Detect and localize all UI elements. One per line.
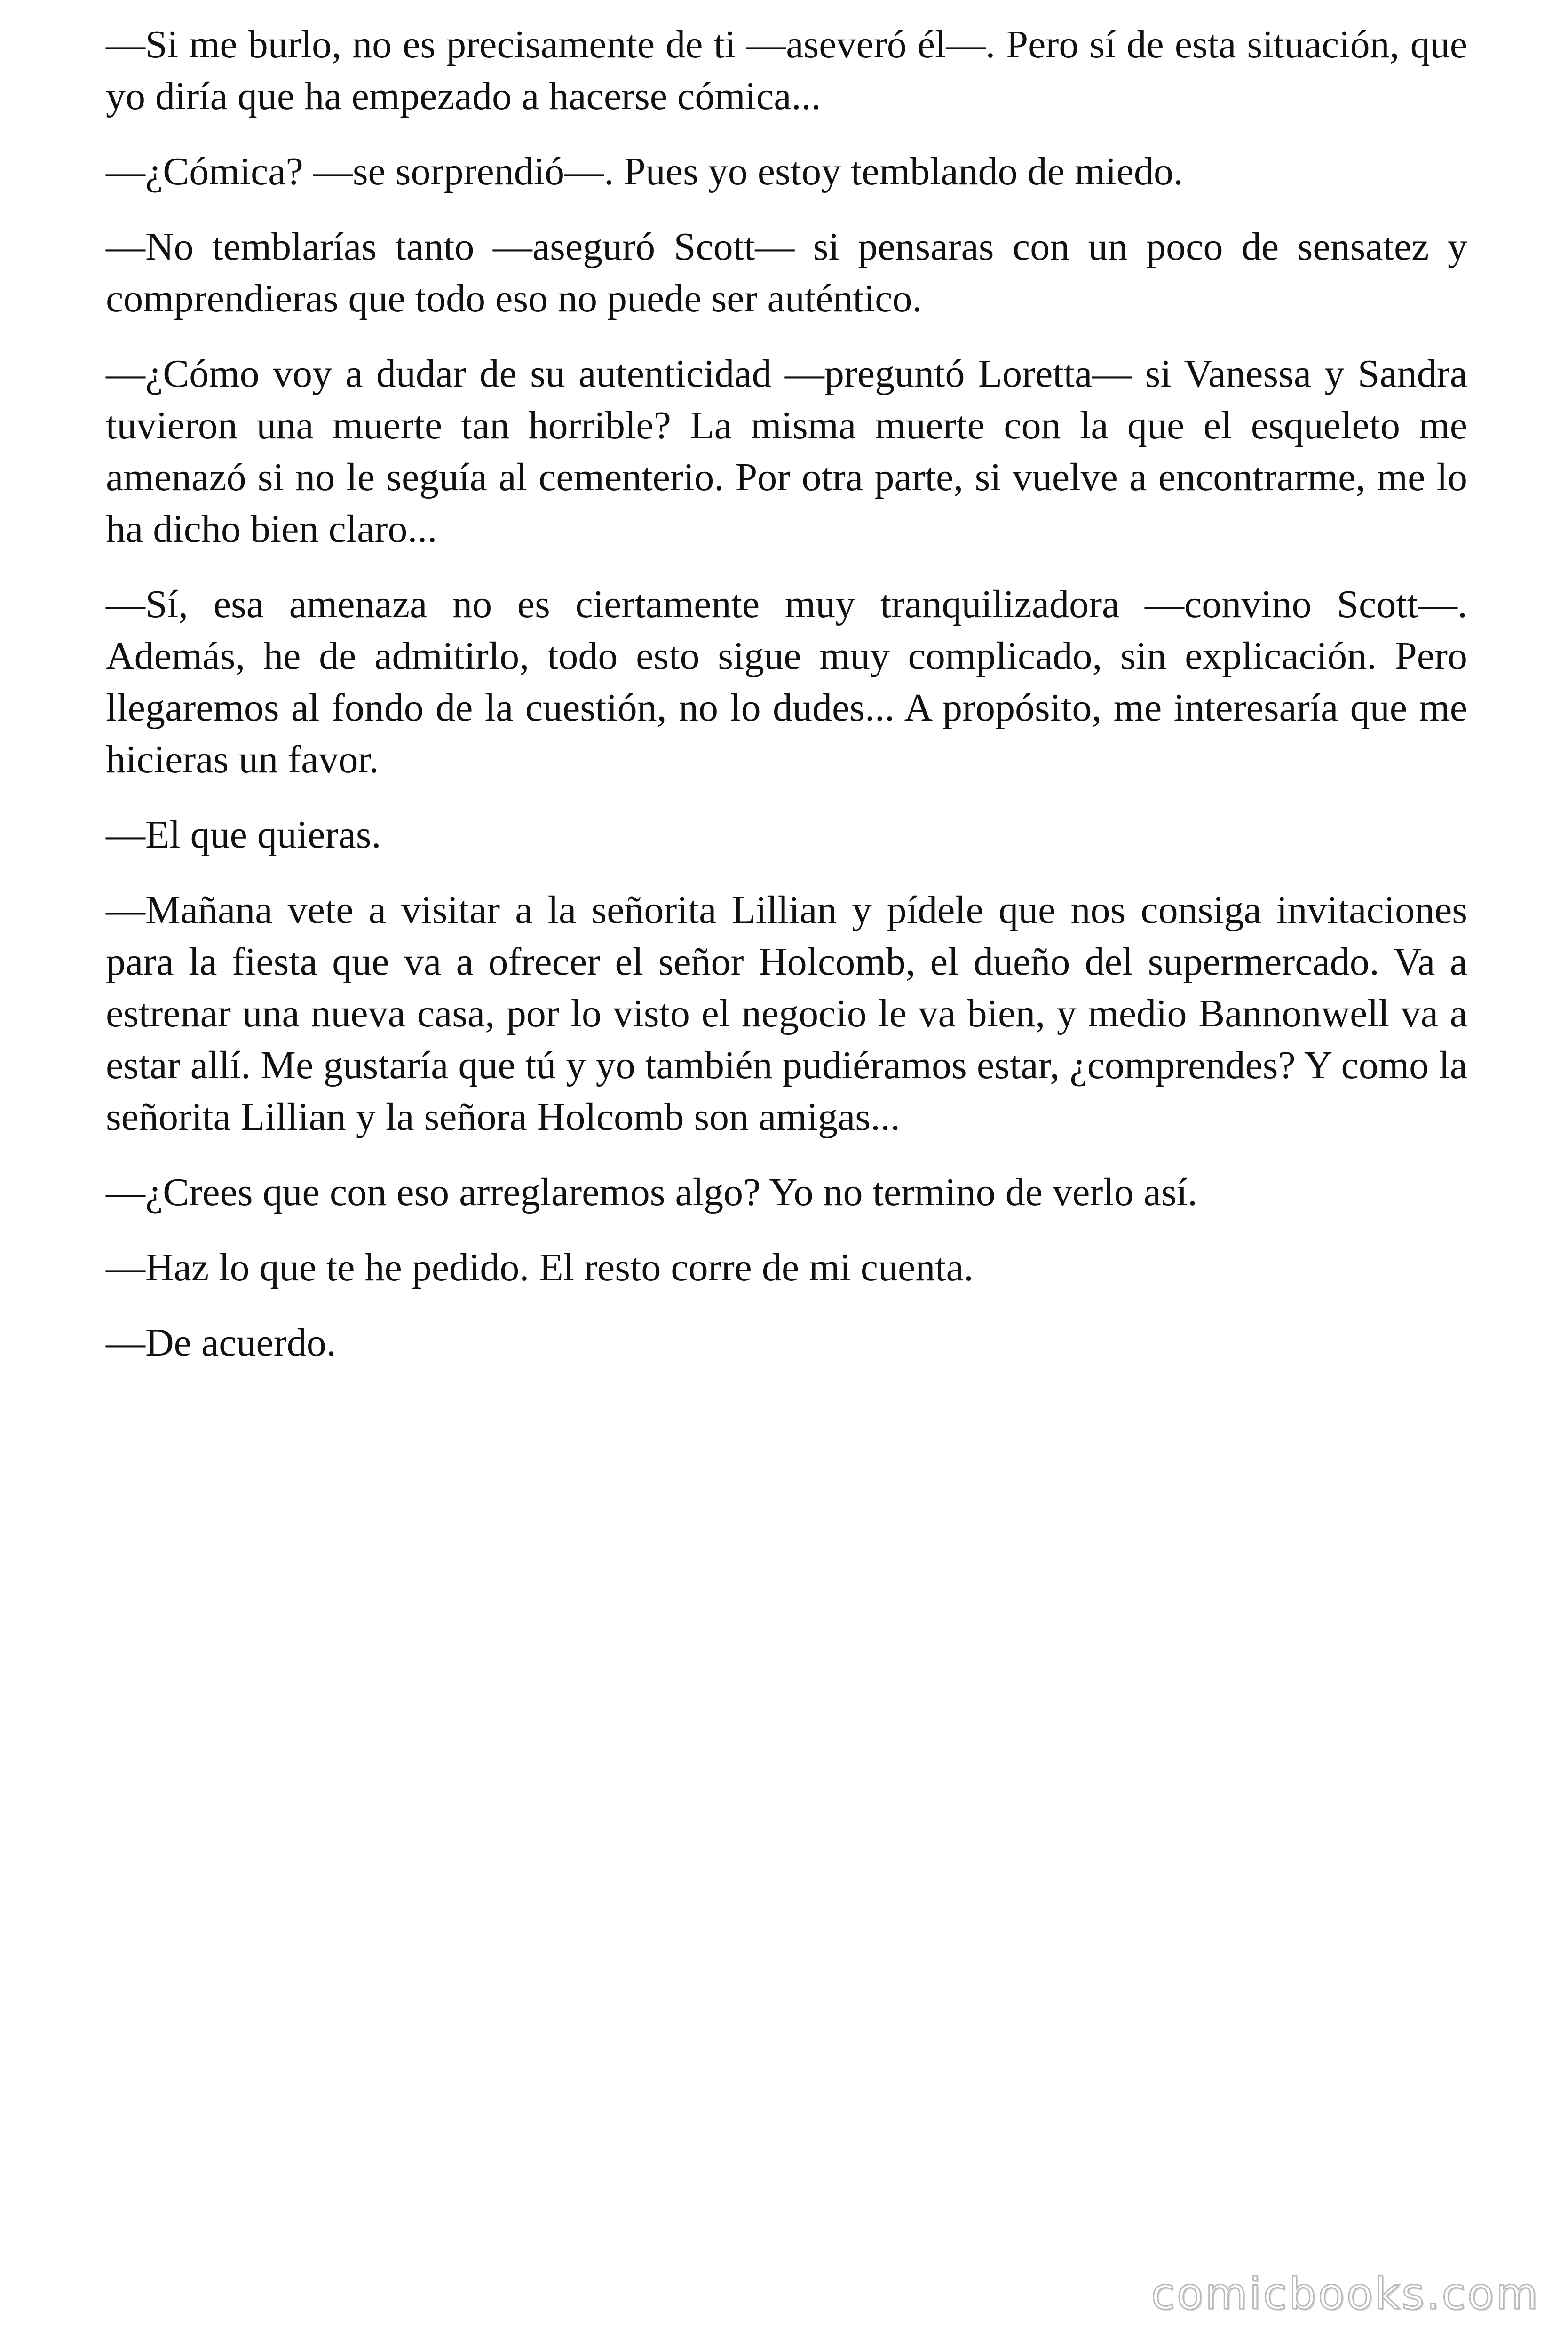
document-body <box>106 19 1467 1392</box>
paragraph: —¿Cómica? —se sorprendió—. Pues yo estoy temblando de miedo. <box>106 150 1183 193</box>
watermark: comicbooks.com <box>1151 2269 1540 2319</box>
paragraph: —El que quieras. <box>106 813 381 857</box>
paragraph: —Si me burlo, no es precisamente de ti —aseveró él—. Pero sí de esta situación, que yo diría que ha empezado a hacerse cómica... <box>106 23 1467 118</box>
paragraph: —Sí, esa amenaza no es ciertamente muy tranquilizadora —convino Scott—. Además, he de admitirlo, todo esto sigue muy complicado, sin explicación. Pero llegaremos al fondo de la cuestión, no lo dudes... A propósito, me interesaría que me hicieras un favor. <box>106 582 1467 781</box>
paragraph: —¿Crees que con eso arreglaremos algo? Yo no termino de verlo así. <box>106 1170 1197 1214</box>
paragraph: —No temblarías tanto —aseguró Scott— si pensaras con un poco de sensatez y comprendieras que todo eso no puede ser auténtico. <box>106 225 1467 320</box>
paragraph: —Haz lo que te he pedido. El resto corre de mi cuenta. <box>106 1246 974 1289</box>
paragraph: —De acuerdo. <box>106 1321 336 1365</box>
paragraph: —Mañana vete a visitar a la señorita Lillian y pídele que nos consiga invitaciones para la fiesta que va a ofrecer el señor Holcomb, el dueño del supermercado. Va a estrenar una nueva casa, por lo visto el negocio le va bien, y medio Bannonwell va a estar allí. Me gustaría que tú y yo también pudiéramos estar, ¿comprendes? Y como la señorita Lillian y la señora Holcomb son amigas... <box>106 888 1467 1139</box>
paragraph: —¿Cómo voy a dudar de su autenticidad —preguntó Loretta— si Vanessa y Sandra tuvieron una muerte tan horrible? La misma muerte con la que el esqueleto me amenazó si no le seguía al cementerio. Por otra parte, si vuelve a encontrarme, me lo ha dicho bien claro... <box>106 352 1467 551</box>
